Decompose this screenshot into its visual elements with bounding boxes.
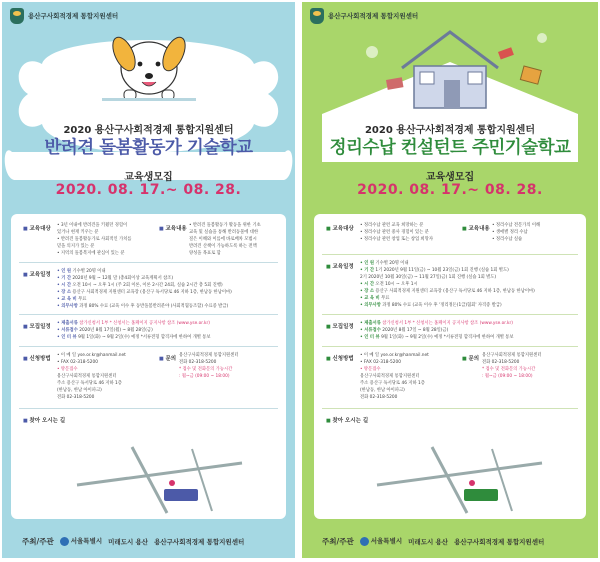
program-title: 반려견 돌봄활동가 기술학교 bbox=[44, 138, 253, 158]
plan-value: 2기 2020년 10월 30일(금) ~ 11월 27일(금) 1회 진행 (실습 1회 별도) bbox=[360, 275, 497, 280]
list-item: 주소 용산구 독서당로 46 지하 1층 bbox=[57, 381, 122, 386]
list-item: 용산구사회적경제 통합지원센터 bbox=[482, 353, 542, 358]
list-item: • 정리수납 실습 bbox=[492, 237, 523, 242]
apply-key: • 인 터 뷰 bbox=[360, 335, 380, 340]
apply-value: 9월 1일(화) ~ 9월 2일(수) 예정 *서류전형 합격자에 한하여 개별 통보 bbox=[78, 335, 211, 340]
divider bbox=[19, 408, 278, 409]
plan-value: 1기 2020년 9월 11일(금) ~ 10월 23일(금) 1회 진행 (실습 1회 별도) bbox=[375, 268, 509, 273]
plan-key: • 장 소 bbox=[360, 289, 375, 294]
center-logo-text: 용산구사회적경제 통합지원센터 bbox=[328, 12, 419, 20]
target-list bbox=[360, 222, 433, 243]
divider bbox=[19, 262, 278, 263]
apply-label: ■ 모집일정 bbox=[23, 322, 51, 330]
plan-value: 오전 10시 ~ 오후 1시 bbox=[375, 282, 418, 287]
list-item: (한남동, 한남 아이파크) bbox=[57, 388, 102, 393]
list-item: 전화 02-318-5200 bbox=[57, 395, 95, 400]
list-item bbox=[57, 334, 211, 341]
divider bbox=[322, 314, 578, 315]
apply-value: 9월 1일(화) ~ 9월 2일(수) 예정 *서류전형 합격자에 한하여 개별 통보 bbox=[381, 335, 514, 340]
plan-key: • 인 원 bbox=[57, 269, 72, 274]
seoul-logo bbox=[60, 536, 102, 546]
center-footer-logo: 용산구사회적경제 통합지원센터 bbox=[154, 537, 245, 546]
contact-label: ■ 신청방법 bbox=[326, 354, 354, 362]
list-item: 주소 용산구 독서당로 46 지하 1층 bbox=[360, 381, 425, 386]
list-item: • 정리수납 전문가의 이해 bbox=[492, 223, 541, 228]
center-footer-logo: 용산구사회적경제 통합지원센터 bbox=[454, 537, 545, 546]
list-item bbox=[360, 260, 535, 267]
org-title: 2020 용산구사회적경제 통합지원센터 bbox=[364, 125, 536, 136]
apply-key: • 제출서류 bbox=[360, 321, 381, 326]
plan-key: • 교 육 비 bbox=[360, 296, 380, 301]
list-item: • FAX 02-318-5200 bbox=[57, 360, 98, 365]
target-label: ■ 교육대상 bbox=[326, 224, 354, 232]
footer bbox=[302, 524, 598, 558]
content-list bbox=[189, 222, 261, 257]
plan-value: 오전 10시 ~ 오후 1시 (주 2회 이론, 이론 2시간 24회, 실습 2시간 총 5회 진행) bbox=[72, 283, 223, 288]
host-label: 주최/주관 bbox=[322, 536, 354, 546]
list-item bbox=[360, 327, 514, 334]
seoul-logo-icon bbox=[60, 537, 69, 546]
center-logo bbox=[310, 8, 418, 24]
plan-list bbox=[57, 268, 232, 310]
list-item bbox=[57, 289, 232, 296]
apply-key: • 서류접수 bbox=[57, 328, 78, 333]
program-title: 정리수납 컨설턴트 주민기술학교 bbox=[329, 138, 571, 158]
list-item: • 반려견 돌봄활동가 활동을 위한 기초 bbox=[189, 223, 261, 228]
apply-value: 참가신청서 1부 * 신청서는 홈페이지 공지사항 참조 (www.yse.or.kr) bbox=[79, 321, 210, 326]
plan-value: 용산구 사회적경제 지원센터 교육장 (용산구 독서당로 46 지하 1층, 한남동 한남이마) bbox=[375, 289, 535, 294]
list-item: 양성을 목표로 함 bbox=[189, 251, 221, 256]
poster-organizing bbox=[302, 2, 598, 558]
plan-value: 기수별 20명 이내 bbox=[375, 261, 409, 266]
apply-list bbox=[57, 320, 211, 341]
list-item: • 방문접수 bbox=[57, 367, 78, 372]
apply-list bbox=[360, 320, 514, 341]
target-list bbox=[57, 222, 131, 257]
recruit-heading: 교육생모집 bbox=[425, 172, 475, 183]
list-item bbox=[360, 288, 535, 295]
map-label: ■ 찾아 오시는 길 bbox=[23, 416, 65, 424]
list-item bbox=[360, 320, 514, 327]
inquiry-label: ■ 문의 bbox=[159, 354, 176, 362]
divider bbox=[19, 346, 278, 347]
list-item: 믿을 의지가 있는 분 bbox=[57, 244, 95, 249]
plan-value: 무료 bbox=[381, 296, 390, 301]
list-item: • 정리수납 관련 창업 또는 창업 희망자 bbox=[360, 237, 433, 242]
map-label: ■ 찾아 오시는 길 bbox=[326, 416, 368, 424]
list-item: 전화 02-318-5200 bbox=[179, 360, 217, 365]
list-item: 용산구사회적경제 통합지원센터 bbox=[57, 374, 117, 379]
list-item bbox=[360, 274, 535, 281]
list-item bbox=[57, 327, 211, 334]
plan-key: • 기 간 bbox=[57, 276, 72, 281]
divider bbox=[19, 314, 278, 315]
host-label: 주최/주관 bbox=[22, 536, 54, 546]
list-item: : 월~금 (09:00 ~ 18:00) bbox=[179, 374, 230, 379]
poster-pet-care bbox=[2, 2, 295, 558]
list-item: 전화 02-318-5200 bbox=[482, 360, 520, 365]
list-item bbox=[360, 267, 535, 274]
list-item: • 이 메 일 yse.or.kr@hanmail.net bbox=[360, 353, 429, 358]
apply-key: • 제출서류 bbox=[57, 321, 78, 326]
list-item: 반려견 산책이 가능하도록 하는 전액 bbox=[189, 244, 257, 249]
plan-value: 과정 80% 수료 (교육 이수 후 '정리정돈(1급)협회' 자격증 발급) bbox=[382, 303, 502, 308]
apply-label: ■ 모집일정 bbox=[326, 322, 354, 330]
list-item bbox=[57, 296, 232, 303]
plan-key: • 시 간 bbox=[360, 282, 375, 287]
list-item: : 월~금 (09:00 ~ 18:00) bbox=[482, 374, 533, 379]
list-item: * 접수 및 전화문의 가능시간 bbox=[179, 367, 233, 372]
contact-list bbox=[57, 352, 126, 401]
list-item: • 지역의 돌봄복지에 관심이 있는 분 bbox=[57, 251, 125, 256]
seoul-logo-text: 서울특별시 bbox=[370, 537, 403, 546]
list-item: (한남동, 한남 아이파크) bbox=[360, 388, 405, 393]
plan-key: • 시 간 bbox=[57, 283, 72, 288]
plan-key: • 기 간 bbox=[360, 268, 375, 273]
divider bbox=[322, 408, 578, 409]
list-item bbox=[360, 295, 535, 302]
plan-value: 과정 80% 수료 (교육 이수 후 동반돌봄반려분야 (사회적협동조합) 수료증 발급) bbox=[79, 304, 229, 309]
list-item bbox=[57, 320, 211, 327]
plan-label: ■ 교육일정 bbox=[326, 262, 354, 270]
seoul-logo-icon bbox=[360, 537, 369, 546]
content-list bbox=[492, 222, 540, 243]
plan-key: • 교 육 비 bbox=[57, 297, 77, 302]
plan-list bbox=[360, 260, 535, 309]
plan-value: 2020년 9월 ~ 12월 말 (총4회이상 교육계획서 참조) bbox=[72, 276, 174, 281]
list-item bbox=[57, 282, 232, 289]
seoul-logo-text: 서울특별시 bbox=[70, 537, 103, 546]
list-item bbox=[360, 281, 535, 288]
recruit-period: 2020. 08. 17.~ 08. 28. bbox=[357, 182, 543, 198]
list-item bbox=[57, 268, 232, 275]
divider bbox=[322, 346, 578, 347]
footer bbox=[2, 524, 295, 558]
apply-value: 2020년 8월 17일(월) ~ 8월 28일(금) bbox=[79, 328, 153, 333]
center-logo-text: 용산구사회적경제 통합지원센터 bbox=[28, 12, 119, 20]
plan-key: • 의무사항 bbox=[57, 304, 78, 309]
list-item: • 생애별 정리 수납 bbox=[492, 230, 528, 235]
divider bbox=[322, 254, 578, 255]
list-item: * 접수 및 전화문의 가능시간 bbox=[482, 367, 536, 372]
list-item bbox=[57, 275, 232, 282]
org-title: 2020 용산구사회적경제 통합지원센터 bbox=[63, 125, 234, 136]
content-label: ■ 교육내용 bbox=[462, 224, 490, 232]
apply-value: 참가신청서 1부 * 신청서는 홈페이지 공지사항 참조 (www.yse.or.kr) bbox=[382, 321, 513, 326]
list-item: 있거나 현재 키우는 분 bbox=[57, 230, 99, 235]
list-item: 용산구사회적경제 통합지원센터 bbox=[179, 353, 239, 358]
apply-value: 2020년 8월 17일 ~ 8월 28일(금) bbox=[382, 328, 449, 333]
center-logo-icon bbox=[310, 8, 324, 24]
plan-label: ■ 교육일정 bbox=[23, 270, 51, 278]
target-label: ■ 교육대상 bbox=[23, 224, 51, 232]
list-item: • 정리수납 관련 중사 경험이 있는 분 bbox=[360, 230, 429, 235]
contact-label: ■ 신청방법 bbox=[23, 354, 51, 362]
plan-value: 기수별 20명 이내 bbox=[72, 269, 106, 274]
apply-key: • 인 터 뷰 bbox=[57, 335, 77, 340]
list-item bbox=[360, 334, 514, 341]
plan-key: • 인 원 bbox=[360, 261, 375, 266]
yongsan-logo: 미래도시 용산 bbox=[408, 537, 449, 546]
recruit-period: 2020. 08. 17.~ 08. 28. bbox=[55, 182, 242, 198]
list-item: 질은 이해와 이를에 바로배차 모범시 bbox=[189, 237, 257, 242]
center-logo-icon bbox=[10, 8, 24, 24]
content-label: ■ 교육내용 bbox=[159, 224, 187, 232]
list-item: 전화 02-318-5200 bbox=[360, 395, 398, 400]
yongsan-logo: 미래도시 용산 bbox=[108, 537, 149, 546]
inquiry-list bbox=[179, 352, 238, 380]
location-map bbox=[372, 445, 547, 515]
plan-value: 용산구 사회적경제 지원센터 교육장 (용산구 독서당로 46 지하 1층, 한남동 한남이마) bbox=[72, 290, 232, 295]
list-item bbox=[360, 302, 535, 309]
list-item: • 이 메 일 yse.or.kr@hanmail.net bbox=[57, 353, 126, 358]
contact-list bbox=[360, 352, 429, 401]
recruit-heading: 교육생모집 bbox=[124, 172, 173, 183]
plan-key: • 의무사항 bbox=[360, 303, 381, 308]
list-item: • 3년 이내에 반려견을 키웠던 경험이 bbox=[57, 223, 128, 228]
list-item: • FAX 02-318-5200 bbox=[360, 360, 401, 365]
inquiry-list bbox=[482, 352, 541, 380]
list-item: • 정리수납 관련 교육 희망하는 분 bbox=[360, 223, 424, 228]
list-item bbox=[57, 303, 232, 310]
list-item: 교육 및 실습을 통해 반려동물에 대한 bbox=[189, 230, 259, 235]
location-map bbox=[72, 445, 247, 515]
inquiry-label: ■ 문의 bbox=[462, 354, 479, 362]
list-item: • 방문접수 bbox=[360, 367, 381, 372]
center-logo bbox=[10, 8, 118, 24]
plan-key: • 장 소 bbox=[57, 290, 72, 295]
apply-key: • 서류접수 bbox=[360, 328, 381, 333]
list-item: • 반려견 돌봄활동가로 사회적인 가치를 bbox=[57, 237, 132, 242]
list-item: 용산구사회적경제 통합지원센터 bbox=[360, 374, 420, 379]
plan-value: 무료 bbox=[78, 297, 87, 302]
seoul-logo bbox=[360, 536, 402, 546]
